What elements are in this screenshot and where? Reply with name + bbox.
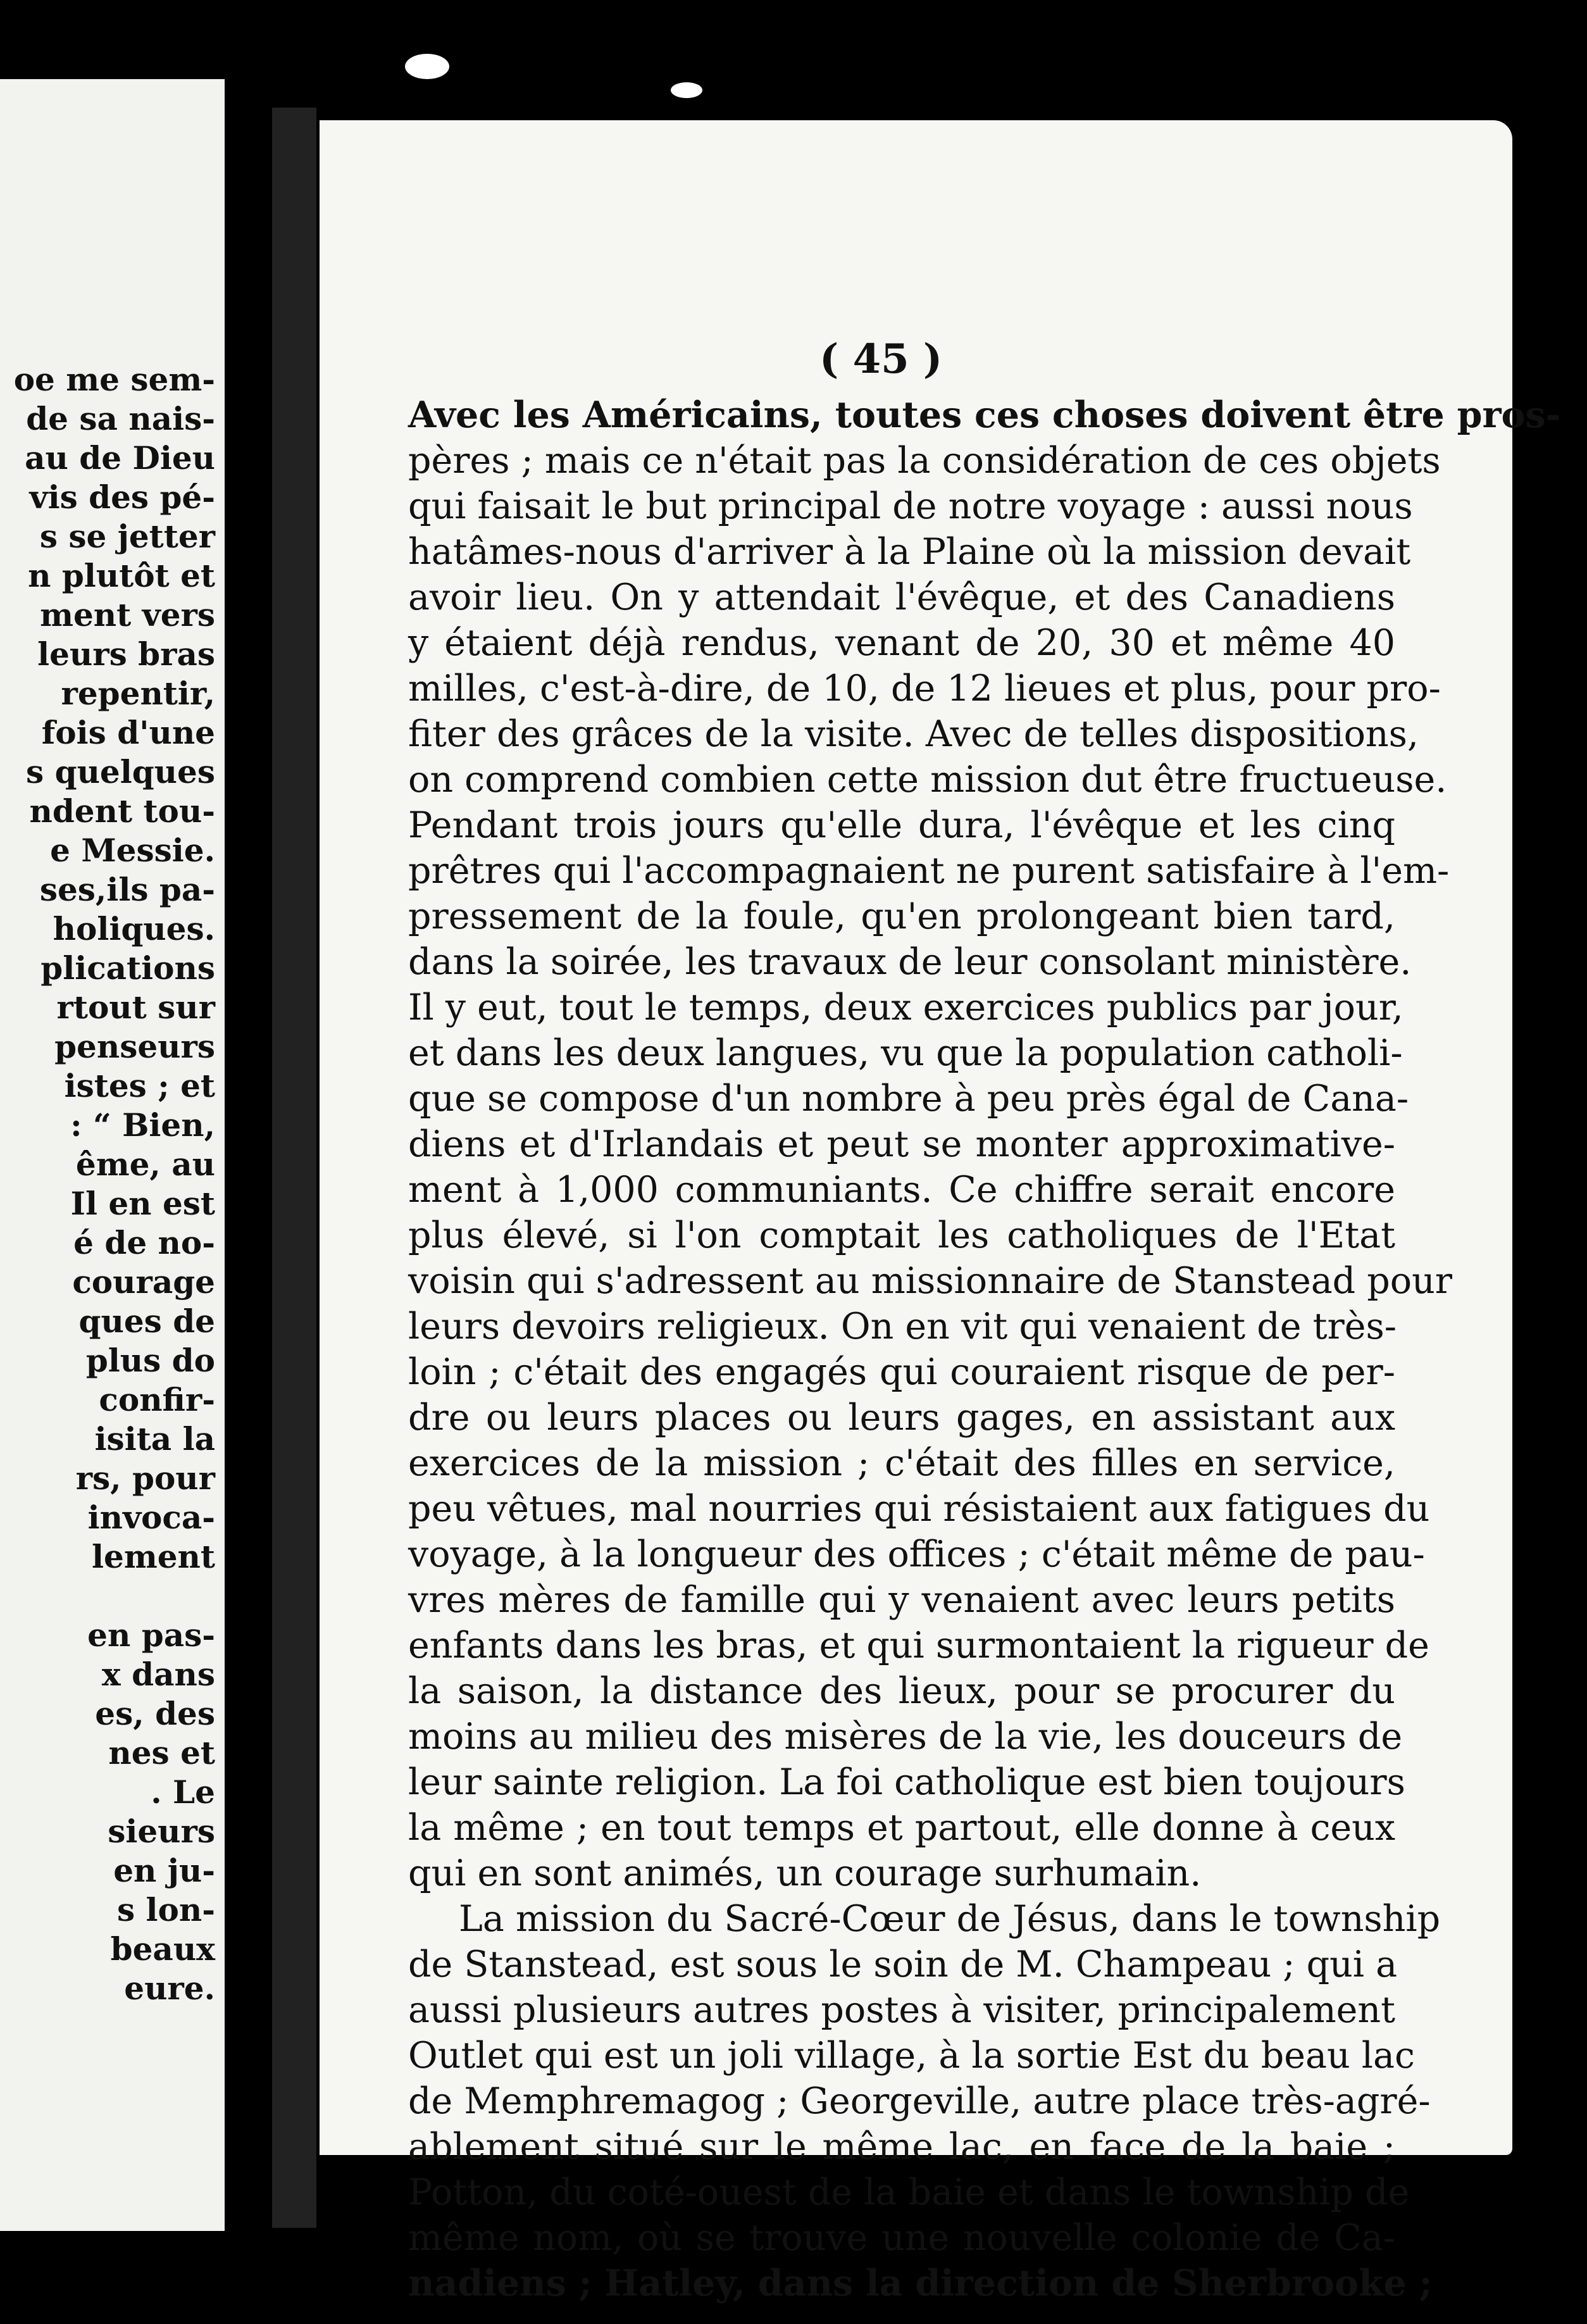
text-line: prêtres qui l'accompagnaient ne purent satisfaire à l'em- (408, 850, 1450, 892)
text-line: de Stanstead, est sous le soin de M. Champeau ; qui a (408, 1944, 1398, 1985)
text-line: milles, c'est-à-dire, de 10, de 12 lieues et plus, pour pro- (408, 668, 1441, 709)
page-number: ( 45 ) (819, 335, 943, 383)
text-line: peu vêtues, mal nourries qui résistaient aux fatigues du (408, 1488, 1430, 1530)
left-page-line: ment vers (40, 596, 215, 634)
text-line: dans la soirée, les travaux de leur consolant ministère. (408, 941, 1412, 983)
left-page-line: istes ; et (64, 1067, 215, 1104)
left-page-line: invoca- (87, 1499, 215, 1536)
text-line: nadiens ; Hatley, dans la direction de Sherbrooke ; (408, 2262, 1433, 2304)
left-page-line: de sa nais- (26, 400, 215, 437)
left-page-line: repentir, (61, 675, 215, 712)
left-page-line: ndent tou- (29, 792, 215, 830)
text-line: pressement de la foule, qu'en prolongeant bien tard, (408, 896, 1395, 937)
scan-speck (671, 82, 702, 98)
text-line: Potton, du coté-ouest de la baie et dans le township de (408, 2171, 1410, 2213)
text-line: loin ; c'était des engagés qui couraient risque de per- (408, 1351, 1395, 1393)
text-line: qui en sont animés, un courage surhumain. (408, 1852, 1202, 1894)
left-page-line: au de Dieu (25, 439, 215, 477)
left-page-line: fois d'une (41, 714, 215, 751)
text-line: que se compose d'un nombre à peu près égal de Cana- (408, 1078, 1409, 1120)
body-text (408, 392, 1561, 2306)
text-line: ablement situé sur le même lac, en face de la baie ; (408, 2126, 1395, 2168)
text-line: avoir lieu. On y attendait l'évêque, et des Canadiens (408, 577, 1395, 618)
left-page-line: sieurs (108, 1813, 215, 1850)
left-page-line: courage (72, 1263, 215, 1301)
left-page-line: en pas- (87, 1616, 215, 1654)
text-line: voyage, à la longueur des offices ; c'était même de pau- (408, 1534, 1425, 1575)
text-line: ment à 1,000 communiants. Ce chiffre serait encore (408, 1169, 1395, 1211)
text-line: moins au milieu des misères de la vie, les douceurs de (408, 1716, 1403, 1758)
right-page (320, 120, 1561, 2304)
text-line: Il y eut, tout le temps, deux exercices publics par jour, (408, 987, 1403, 1028)
text-line: même nom, où se trouve une nouvelle colonie de Ca- (408, 2217, 1395, 2259)
left-page-line: isita la (94, 1420, 215, 1458)
text-line: la saison, la distance des lieux, pour se procurer du (408, 1670, 1395, 1712)
text-line: de Memphremagog ; Georgeville, autre place très-agré- (408, 2080, 1431, 2122)
text-line: diens et d'Irlandais et peut se monter approximative- (408, 1123, 1395, 1165)
left-page-line: e Messie. (50, 832, 215, 869)
text-line: la même ; en tout temps et partout, elle donne à ceux (408, 1807, 1395, 1849)
left-page-line: x dans (101, 1656, 215, 1693)
left-page-line: ses,ils pa- (39, 871, 215, 908)
left-page-line: confir- (99, 1381, 215, 1418)
text-line: leurs devoirs religieux. On en vit qui venaient de très- (408, 1306, 1397, 1347)
text-line: exercices de la mission ; c'était des filles en service, (408, 1442, 1395, 1484)
text-line: enfants dans les bras, et qui surmontaient la rigueur de (408, 1625, 1429, 1666)
left-page-line: rtout sur (56, 989, 215, 1026)
left-page-line: é de no- (73, 1224, 215, 1261)
left-page-line: ques de (78, 1303, 215, 1340)
text-line: et dans les deux langues, vu que la population catholi- (408, 1032, 1403, 1074)
left-page-line: rs, pour (75, 1459, 215, 1497)
text-line: pères ; mais ce n'était pas la considération de ces objets (408, 440, 1441, 482)
left-page-line: lement (92, 1538, 215, 1575)
left-page-line: ême, au (75, 1146, 215, 1183)
left-page-line: plications (40, 949, 215, 987)
left-page-line: holiques. (53, 910, 215, 947)
left-page-line: nes et (108, 1734, 215, 1771)
left-page-line: eure. (124, 1970, 215, 2007)
left-page-line: penseurs (54, 1028, 215, 1065)
left-page-line: en ju- (113, 1852, 215, 1889)
text-line: on comprend combien cette mission dut être fructueuse. (408, 759, 1447, 801)
left-page-line: s se jetter (39, 518, 215, 555)
text-line: Outlet qui est un joli village, à la sortie Est du beau lac (408, 2035, 1415, 2077)
text-line: vres mères de famille qui y venaient avec leurs petits (408, 1579, 1395, 1621)
text-line: Pendant trois jours qu'elle dura, l'évêque et les cinq (408, 804, 1395, 846)
left-page-line: . Le (151, 1773, 215, 1811)
text-line: Avec les Américains, toutes ces choses doivent être pros- (408, 394, 1561, 436)
text-line: qui faisait le but principal de notre voyage : aussi nous (408, 485, 1413, 527)
left-page-line: beaux (110, 1930, 215, 1968)
left-page-line: n plutôt et (28, 557, 215, 594)
text-line: plus élevé, si l'on comptait les catholiques de l'Etat (408, 1215, 1395, 1256)
text-line: La mission du Sacré-Cœur de Jésus, dans le township (459, 1898, 1441, 1940)
left-page-line: s lon- (116, 1891, 215, 1928)
text-line: fiter des grâces de la visite. Avec de telles dispositions, (408, 713, 1419, 755)
text-line: y étaient déjà rendus, venant de 20, 30 et même 40 (408, 622, 1395, 664)
left-page-line: : “ Bien, (70, 1106, 215, 1144)
left-page-line: es, des (95, 1695, 215, 1732)
scan-speck (405, 54, 449, 79)
text-line: dre ou leurs places ou leurs gages, en assistant aux (408, 1397, 1395, 1439)
left-page-line: plus do (85, 1342, 215, 1379)
text-line: voisin qui s'adressent au missionnaire de Stanstead pour (408, 1260, 1453, 1302)
book-gutter (272, 108, 316, 2228)
left-page-line: oe me sem- (13, 361, 215, 398)
left-page-line: Il en est (70, 1185, 215, 1222)
left-page-fragment (0, 79, 225, 2231)
text-line: aussi plusieurs autres postes à visiter, principalement (408, 1989, 1395, 2031)
left-page-line: s quelques (26, 753, 215, 790)
text-line: hatâmes-nous d'arriver à la Plaine où la mission devait (408, 531, 1411, 573)
text-line: leur sainte religion. La foi catholique est bien toujours (408, 1761, 1405, 1803)
left-page-line: vis des pé- (29, 478, 215, 516)
left-page-line: leurs bras (37, 635, 215, 673)
